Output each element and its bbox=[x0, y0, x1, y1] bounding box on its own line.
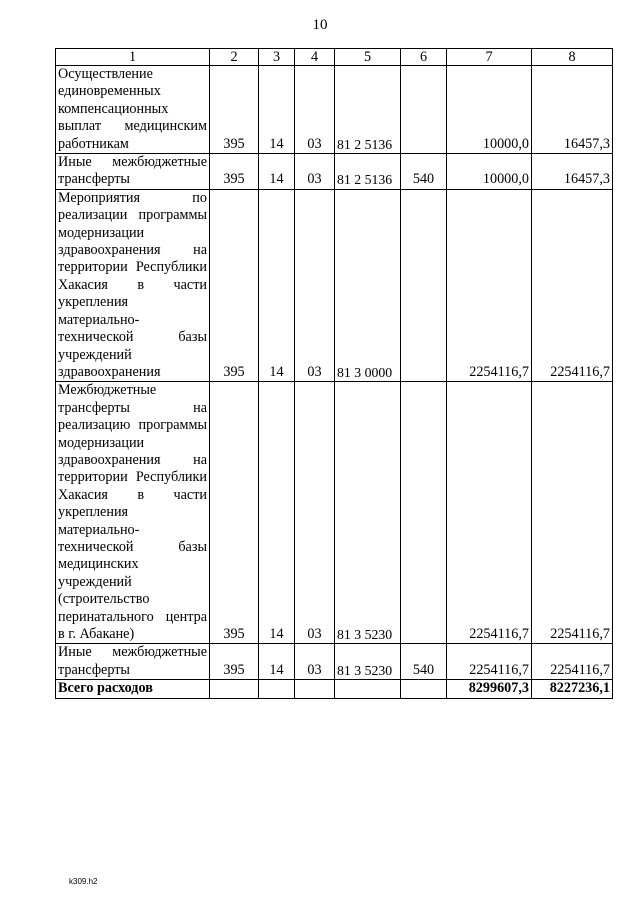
row-c2: 395 bbox=[210, 644, 259, 680]
header-cell: 2 bbox=[210, 49, 259, 66]
row-c6: 540 bbox=[401, 154, 447, 190]
header-cell: 8 bbox=[532, 49, 613, 66]
row-c4: 03 bbox=[295, 189, 335, 381]
row-name: Осуществление единовременных компенсационных выплат медицинским работникам bbox=[56, 66, 210, 154]
row-c6 bbox=[401, 189, 447, 381]
row-c7: 2254116,7 bbox=[447, 382, 532, 644]
footer-code: k309.h2 bbox=[69, 877, 98, 886]
row-name: Иные межбюджетные трансферты bbox=[56, 154, 210, 190]
row-c8: 16457,3 bbox=[532, 66, 613, 154]
header-cell: 1 bbox=[56, 49, 210, 66]
table-row bbox=[56, 154, 613, 190]
budget-table bbox=[55, 48, 613, 699]
row-c2: 395 bbox=[210, 154, 259, 190]
row-c6 bbox=[401, 382, 447, 644]
row-c7: 10000,0 bbox=[447, 66, 532, 154]
row-c5: 81 3 5230 bbox=[335, 644, 401, 680]
total-c7: 8299607,3 bbox=[447, 680, 532, 698]
row-c7: 2254116,7 bbox=[447, 644, 532, 680]
row-c2: 395 bbox=[210, 382, 259, 644]
header-cell: 4 bbox=[295, 49, 335, 66]
header-cell: 6 bbox=[401, 49, 447, 66]
table-row bbox=[56, 382, 613, 644]
header-cell: 7 bbox=[447, 49, 532, 66]
row-c4: 03 bbox=[295, 66, 335, 154]
header-cell: 3 bbox=[259, 49, 295, 66]
row-c2: 395 bbox=[210, 66, 259, 154]
row-c3: 14 bbox=[259, 189, 295, 381]
row-c5: 81 3 5230 bbox=[335, 382, 401, 644]
row-c8: 2254116,7 bbox=[532, 644, 613, 680]
header-cell: 5 bbox=[335, 49, 401, 66]
row-c6 bbox=[401, 66, 447, 154]
row-c5: 81 3 0000 bbox=[335, 189, 401, 381]
row-c8: 2254116,7 bbox=[532, 189, 613, 381]
row-c2: 395 bbox=[210, 189, 259, 381]
row-c5: 81 2 5136 bbox=[335, 154, 401, 190]
total-row bbox=[56, 680, 613, 698]
row-name: Мероприятия по реализации программы модернизации здравоохранения на территории Республики Хакасия в части укрепления материально-технической базы учреждений здравоохранения bbox=[56, 189, 210, 381]
page-number: 10 bbox=[312, 17, 328, 33]
row-c7: 2254116,7 bbox=[447, 189, 532, 381]
row-c3: 14 bbox=[259, 154, 295, 190]
row-c3: 14 bbox=[259, 382, 295, 644]
row-c5: 81 2 5136 bbox=[335, 66, 401, 154]
table-row bbox=[56, 66, 613, 154]
row-c4: 03 bbox=[295, 154, 335, 190]
row-name: Иные межбюджетные трансферты bbox=[56, 644, 210, 680]
row-c7: 10000,0 bbox=[447, 154, 532, 190]
row-c8: 2254116,7 bbox=[532, 382, 613, 644]
table-row bbox=[56, 644, 613, 680]
row-c4: 03 bbox=[295, 644, 335, 680]
row-c6: 540 bbox=[401, 644, 447, 680]
table-row bbox=[56, 189, 613, 381]
row-c3: 14 bbox=[259, 644, 295, 680]
row-name: Межбюджетные трансферты на реализацию программы модернизации здравоохранения на территории Республики Хакасия в части укрепления материально-технической базы медицинских учреждений (строительство перинатального центра в г. Абакане) bbox=[56, 382, 210, 644]
total-c8: 8227236,1 bbox=[532, 680, 613, 698]
row-c4: 03 bbox=[295, 382, 335, 644]
header-row bbox=[56, 49, 613, 66]
row-c3: 14 bbox=[259, 66, 295, 154]
total-label: Всего расходов bbox=[56, 680, 210, 698]
row-c8: 16457,3 bbox=[532, 154, 613, 190]
